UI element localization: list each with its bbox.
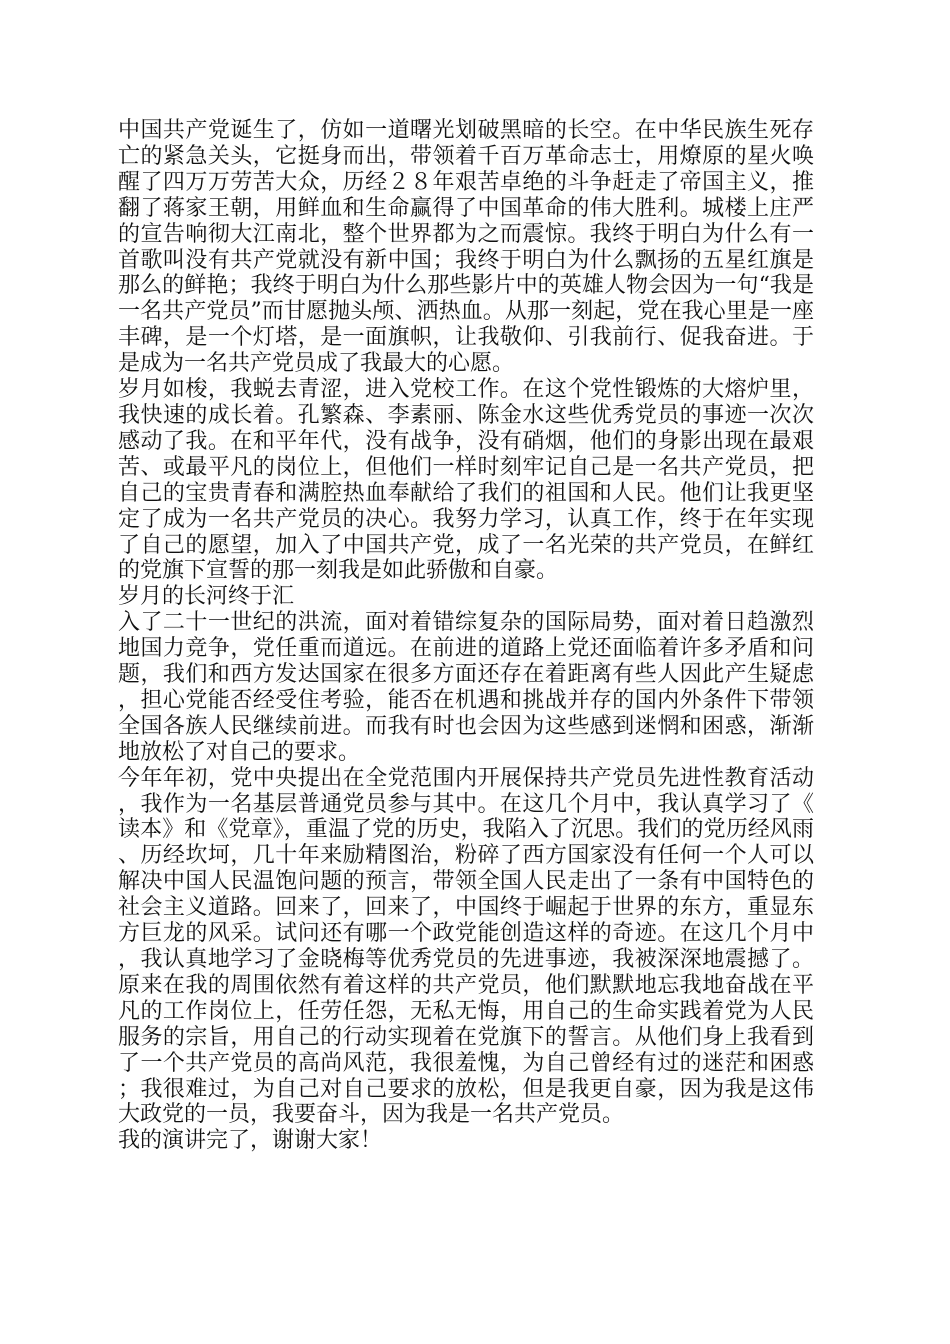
paragraph-founding: 中国共产党诞生了，仿如一道曙光划破黑暗的长空。在中华民族生死存亡的紧急关头，它挺身而出，带领着千百万革命志士，用燎原的星火唤醒了四万万劳苦大众，历经２８年艰苦卓绝的斗争赶走了帝国主义，推翻了蒋家王朝，用鲜血和生命赢得了中国革命的伟大胜利。城楼上庄严的宣告响彻大江南北，整个世界都为之而震惊。我终于明白为什么有一首歌叫没有共产党就没有新中国；我终于明白为什么飘扬的五星红旗是那么的鲜艳；我终于明白为什么那些影片中的英雄人物会因为一句“我是一名共产党员”而甘愿抛头颅、洒热血。从那一刻起，党在我心里是一座丰碑，是一个灯塔，是一面旗帜，让我敬仰、引我前行、促我奋进。于是成为一名共产党员成了我最大的心愿。 [118,118,814,377]
paragraph-river-of-years: 岁月的长河终于汇 [118,584,295,610]
paragraph-new-century: 入了二十一世纪的洪流，面对着错综复杂的国际局势，面对着日趋激烈地国力竞争，党任重而道远。在前进的道路上党还面临着许多矛盾和问题，我们和西方发达国家在很多方面还存在着距离有些人因此产生疑虑，担心党能否经受住考验，能否在机遇和挑战并存的国内外条件下带领全国各族人民继续前进。而我有时也会因为这些感到迷惘和困惑，渐渐地放松了对自己的要求。 [118,610,814,765]
document-body [118,118,814,1154]
paragraph-closing: 我的演讲完了，谢谢大家！ [118,1128,383,1154]
paragraph-education-campaign: 今年年初，党中央提出在全党范围内开展保持共产党员先进性教育活动，我作为一名基层普通党员参与其中。在这几个月中，我认真学习了《读本》和《党章》，重温了党的历史，我陷入了沉思。我们的党历经风雨、历经坎坷，几十年来励精图治，粉碎了西方国家没有任何一个人可以解决中国人民温饱问题的预言，带领全国人民走出了一条有中国特色的社会主义道路。回来了，回来了，中国终于崛起于世界的东方，重显东方巨龙的风采。试问还有哪一个政党能创造这样的奇迹。在这几个月中，我认真地学习了金晓梅等优秀党员的先进事迹，我被深深地震撼了。原来在我的周围依然有着这样的共产党员，他们默默地忘我地奋战在平凡的工作岗位上，任劳任怨，无私无悔，用自己的生命实践着党为人民服务的宗旨，用自己的行动实现着在党旗下的誓言。从他们身上我看到了一个共产党员的高尚风范，我很羞愧，为自己曾经有过的迷茫和困惑；我很难过，为自己对自己要求的放松，但是我更自豪，因为我是这伟大政党的一员，我要奋斗，因为我是一名共产党员。 [118,765,814,1128]
paragraph-party-school: 岁月如梭，我蜕去青涩，进入党校工作。在这个党性锻炼的大熔炉里，我快速的成长着。孔繁森、李素丽、陈金水这些优秀党员的事迹一次次感动了我。在和平年代，没有战争，没有硝烟，他们的身影出现在最艰苦、或最平凡的岗位上，但他们一样时刻牢记自己是一名共产党员，把自己的宝贵青春和满腔热血奉献给了我们的祖国和人民。他们让我更坚定了成为一名共产党员的决心。我努力学习，认真工作，终于在年实现了自己的愿望，加入了中国共产党，成了一名光荣的共产党员，在鲜红的党旗下宣誓的那一刻我是如此骄傲和自豪。 [118,377,814,584]
